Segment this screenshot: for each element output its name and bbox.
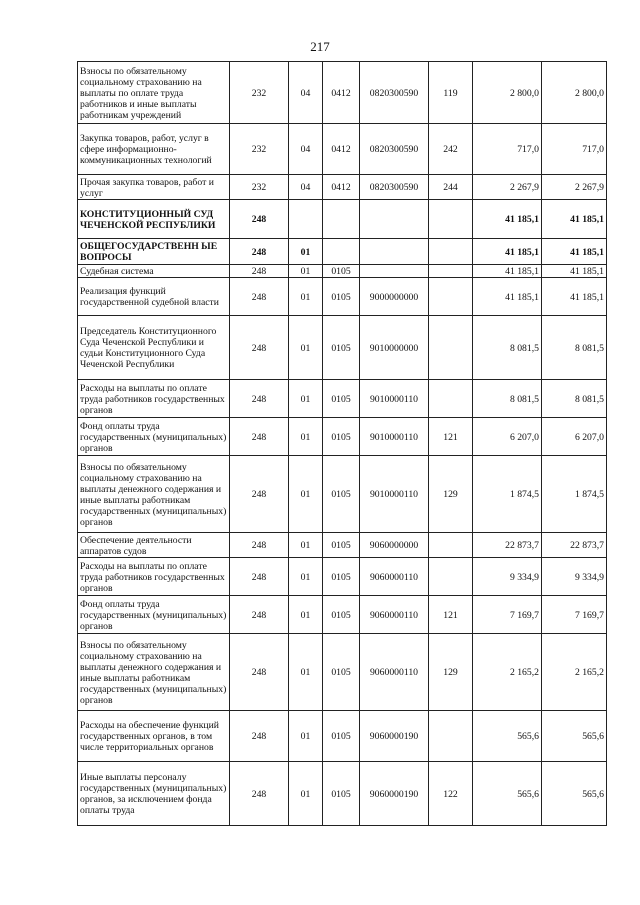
- cell-name: Прочая закупка товаров, работ и услуг: [78, 175, 230, 200]
- cell-ved: 248: [230, 558, 289, 596]
- cell-name: Взносы по обязательному социальному страхованию на выплаты по оплате труда работников и иные выплаты работникам учреждений: [78, 62, 230, 124]
- cell-vr: 244: [429, 175, 473, 200]
- cell-sum-1: 41 185,1: [473, 265, 542, 278]
- cell-sum-2: 41 185,1: [542, 265, 607, 278]
- cell-csr: [360, 200, 429, 239]
- cell-rz: 04: [289, 124, 323, 175]
- table-row: [78, 200, 607, 239]
- table-row: [78, 239, 607, 265]
- cell-rz: [289, 200, 323, 239]
- cell-csr: 9010000110: [360, 456, 429, 533]
- cell-csr: 0820300590: [360, 62, 429, 124]
- cell-sum-1: 2 267,9: [473, 175, 542, 200]
- cell-sum-2: 565,6: [542, 762, 607, 826]
- table-row: [78, 124, 607, 175]
- table-row: [78, 380, 607, 418]
- cell-vr: [429, 380, 473, 418]
- cell-pr: 0412: [323, 124, 360, 175]
- cell-rz: 04: [289, 62, 323, 124]
- table-row: [78, 175, 607, 200]
- cell-ved: 248: [230, 278, 289, 316]
- cell-ved: 248: [230, 533, 289, 558]
- cell-ved: 248: [230, 265, 289, 278]
- cell-sum-1: 565,6: [473, 762, 542, 826]
- cell-sum-1: 717,0: [473, 124, 542, 175]
- cell-name: Взносы по обязательному социальному страхованию на выплаты денежного содержания и иные выплаты работникам государственных (муниципальных) органов: [78, 456, 230, 533]
- cell-ved: 248: [230, 596, 289, 634]
- cell-rz: 01: [289, 418, 323, 456]
- table-row: [78, 558, 607, 596]
- cell-sum-2: 8 081,5: [542, 380, 607, 418]
- cell-name: Взносы по обязательному социальному страхованию на выплаты денежного содержания и иные выплаты работникам государственных (муниципальных) органов: [78, 634, 230, 711]
- cell-sum-1: 8 081,5: [473, 380, 542, 418]
- cell-ved: 248: [230, 200, 289, 239]
- cell-rz: 01: [289, 711, 323, 762]
- page-number: 217: [310, 39, 330, 54]
- cell-rz: 01: [289, 239, 323, 265]
- cell-vr: [429, 533, 473, 558]
- cell-sum-2: 8 081,5: [542, 316, 607, 380]
- table-row: [78, 316, 607, 380]
- cell-csr: 9010000110: [360, 380, 429, 418]
- table-row: [78, 596, 607, 634]
- cell-name: Закупка товаров, работ, услуг в сфере информационно-коммуникационных технологий: [78, 124, 230, 175]
- cell-csr: [360, 239, 429, 265]
- budget-table: [77, 61, 607, 826]
- cell-rz: 04: [289, 175, 323, 200]
- cell-pr: 0105: [323, 634, 360, 711]
- cell-pr: [323, 239, 360, 265]
- cell-pr: 0105: [323, 711, 360, 762]
- budget-table-body: [78, 62, 607, 826]
- cell-csr: [360, 265, 429, 278]
- cell-rz: 01: [289, 634, 323, 711]
- cell-csr: 9060000110: [360, 634, 429, 711]
- cell-rz: 01: [289, 762, 323, 826]
- cell-sum-2: 7 169,7: [542, 596, 607, 634]
- cell-csr: 9060000190: [360, 762, 429, 826]
- cell-pr: 0105: [323, 533, 360, 558]
- cell-sum-2: 2 267,9: [542, 175, 607, 200]
- table-row: [78, 265, 607, 278]
- cell-name: Обеспечение деятельности аппаратов судов: [78, 533, 230, 558]
- cell-rz: 01: [289, 596, 323, 634]
- cell-csr: 9010000110: [360, 418, 429, 456]
- cell-vr: 129: [429, 634, 473, 711]
- cell-csr: 9060000110: [360, 558, 429, 596]
- table-row: [78, 418, 607, 456]
- cell-sum-1: 41 185,1: [473, 278, 542, 316]
- cell-vr: 122: [429, 762, 473, 826]
- cell-csr: 9010000000: [360, 316, 429, 380]
- cell-ved: 248: [230, 316, 289, 380]
- cell-ved: 248: [230, 762, 289, 826]
- table-row: [78, 634, 607, 711]
- cell-pr: 0105: [323, 762, 360, 826]
- cell-vr: [429, 239, 473, 265]
- cell-csr: 0820300590: [360, 124, 429, 175]
- cell-sum-2: 9 334,9: [542, 558, 607, 596]
- cell-pr: 0412: [323, 62, 360, 124]
- cell-pr: 0105: [323, 316, 360, 380]
- cell-name: Расходы на обеспечение функций государственных органов, в том числе территориальных органов: [78, 711, 230, 762]
- cell-ved: 248: [230, 239, 289, 265]
- cell-ved: 248: [230, 634, 289, 711]
- cell-sum-2: 6 207,0: [542, 418, 607, 456]
- cell-pr: 0105: [323, 265, 360, 278]
- cell-pr: 0105: [323, 596, 360, 634]
- cell-ved: 232: [230, 124, 289, 175]
- cell-name: Фонд оплаты труда государственных (муниципальных) органов: [78, 418, 230, 456]
- cell-sum-2: 1 874,5: [542, 456, 607, 533]
- cell-sum-2: 41 185,1: [542, 278, 607, 316]
- cell-name: Реализация функций государственной судебной власти: [78, 278, 230, 316]
- cell-vr: [429, 558, 473, 596]
- cell-sum-2: 41 185,1: [542, 239, 607, 265]
- table-row: [78, 711, 607, 762]
- cell-sum-1: 8 081,5: [473, 316, 542, 380]
- cell-sum-1: 41 185,1: [473, 200, 542, 239]
- cell-pr: 0105: [323, 456, 360, 533]
- cell-vr: 119: [429, 62, 473, 124]
- cell-name: Расходы на выплаты по оплате труда работников государственных органов: [78, 558, 230, 596]
- cell-rz: 01: [289, 380, 323, 418]
- cell-csr: 9060000110: [360, 596, 429, 634]
- cell-rz: 01: [289, 316, 323, 380]
- cell-vr: 121: [429, 418, 473, 456]
- cell-vr: [429, 200, 473, 239]
- cell-sum-2: 2 800,0: [542, 62, 607, 124]
- cell-name: КОНСТИТУЦИОННЫЙ СУД ЧЕЧЕНСКОЙ РЕСПУБЛИКИ: [78, 200, 230, 239]
- cell-rz: 01: [289, 533, 323, 558]
- cell-ved: 232: [230, 175, 289, 200]
- cell-vr: [429, 316, 473, 380]
- cell-csr: 9000000000: [360, 278, 429, 316]
- cell-sum-2: 22 873,7: [542, 533, 607, 558]
- cell-name: Судебная система: [78, 265, 230, 278]
- table-row: [78, 456, 607, 533]
- cell-sum-1: 9 334,9: [473, 558, 542, 596]
- cell-vr: 242: [429, 124, 473, 175]
- cell-rz: 01: [289, 558, 323, 596]
- cell-ved: 232: [230, 62, 289, 124]
- cell-csr: 9060000190: [360, 711, 429, 762]
- cell-sum-2: 2 165,2: [542, 634, 607, 711]
- cell-pr: [323, 200, 360, 239]
- table-row: [78, 762, 607, 826]
- cell-pr: 0105: [323, 418, 360, 456]
- table-row: [78, 278, 607, 316]
- cell-ved: 248: [230, 711, 289, 762]
- cell-vr: [429, 278, 473, 316]
- cell-vr: [429, 711, 473, 762]
- cell-ved: 248: [230, 380, 289, 418]
- cell-rz: 01: [289, 456, 323, 533]
- cell-ved: 248: [230, 418, 289, 456]
- cell-rz: 01: [289, 265, 323, 278]
- cell-sum-2: 41 185,1: [542, 200, 607, 239]
- cell-pr: 0105: [323, 380, 360, 418]
- cell-vr: 121: [429, 596, 473, 634]
- cell-sum-2: 565,6: [542, 711, 607, 762]
- cell-sum-1: 6 207,0: [473, 418, 542, 456]
- cell-name: ОБЩЕГОСУДАРСТВЕНН ЫЕ ВОПРОСЫ: [78, 239, 230, 265]
- cell-pr: 0105: [323, 558, 360, 596]
- cell-sum-1: 7 169,7: [473, 596, 542, 634]
- cell-sum-1: 22 873,7: [473, 533, 542, 558]
- cell-sum-2: 717,0: [542, 124, 607, 175]
- cell-pr: 0105: [323, 278, 360, 316]
- cell-name: Расходы на выплаты по оплате труда работников государственных органов: [78, 380, 230, 418]
- cell-ved: 248: [230, 456, 289, 533]
- cell-name: Председатель Конституционного Суда Чеченской Республики и судьи Конституционного Суда Чеченской Республики: [78, 316, 230, 380]
- cell-csr: 0820300590: [360, 175, 429, 200]
- table-row: [78, 62, 607, 124]
- cell-sum-1: 565,6: [473, 711, 542, 762]
- cell-sum-1: 41 185,1: [473, 239, 542, 265]
- cell-csr: 9060000000: [360, 533, 429, 558]
- cell-vr: 129: [429, 456, 473, 533]
- cell-sum-1: 2 165,2: [473, 634, 542, 711]
- cell-pr: 0412: [323, 175, 360, 200]
- table-row: [78, 533, 607, 558]
- cell-sum-1: 2 800,0: [473, 62, 542, 124]
- cell-name: Иные выплаты персоналу государственных (муниципальных) органов, за исключением фонда оплаты труда: [78, 762, 230, 826]
- cell-sum-1: 1 874,5: [473, 456, 542, 533]
- cell-name: Фонд оплаты труда государственных (муниципальных) органов: [78, 596, 230, 634]
- cell-vr: [429, 265, 473, 278]
- cell-rz: 01: [289, 278, 323, 316]
